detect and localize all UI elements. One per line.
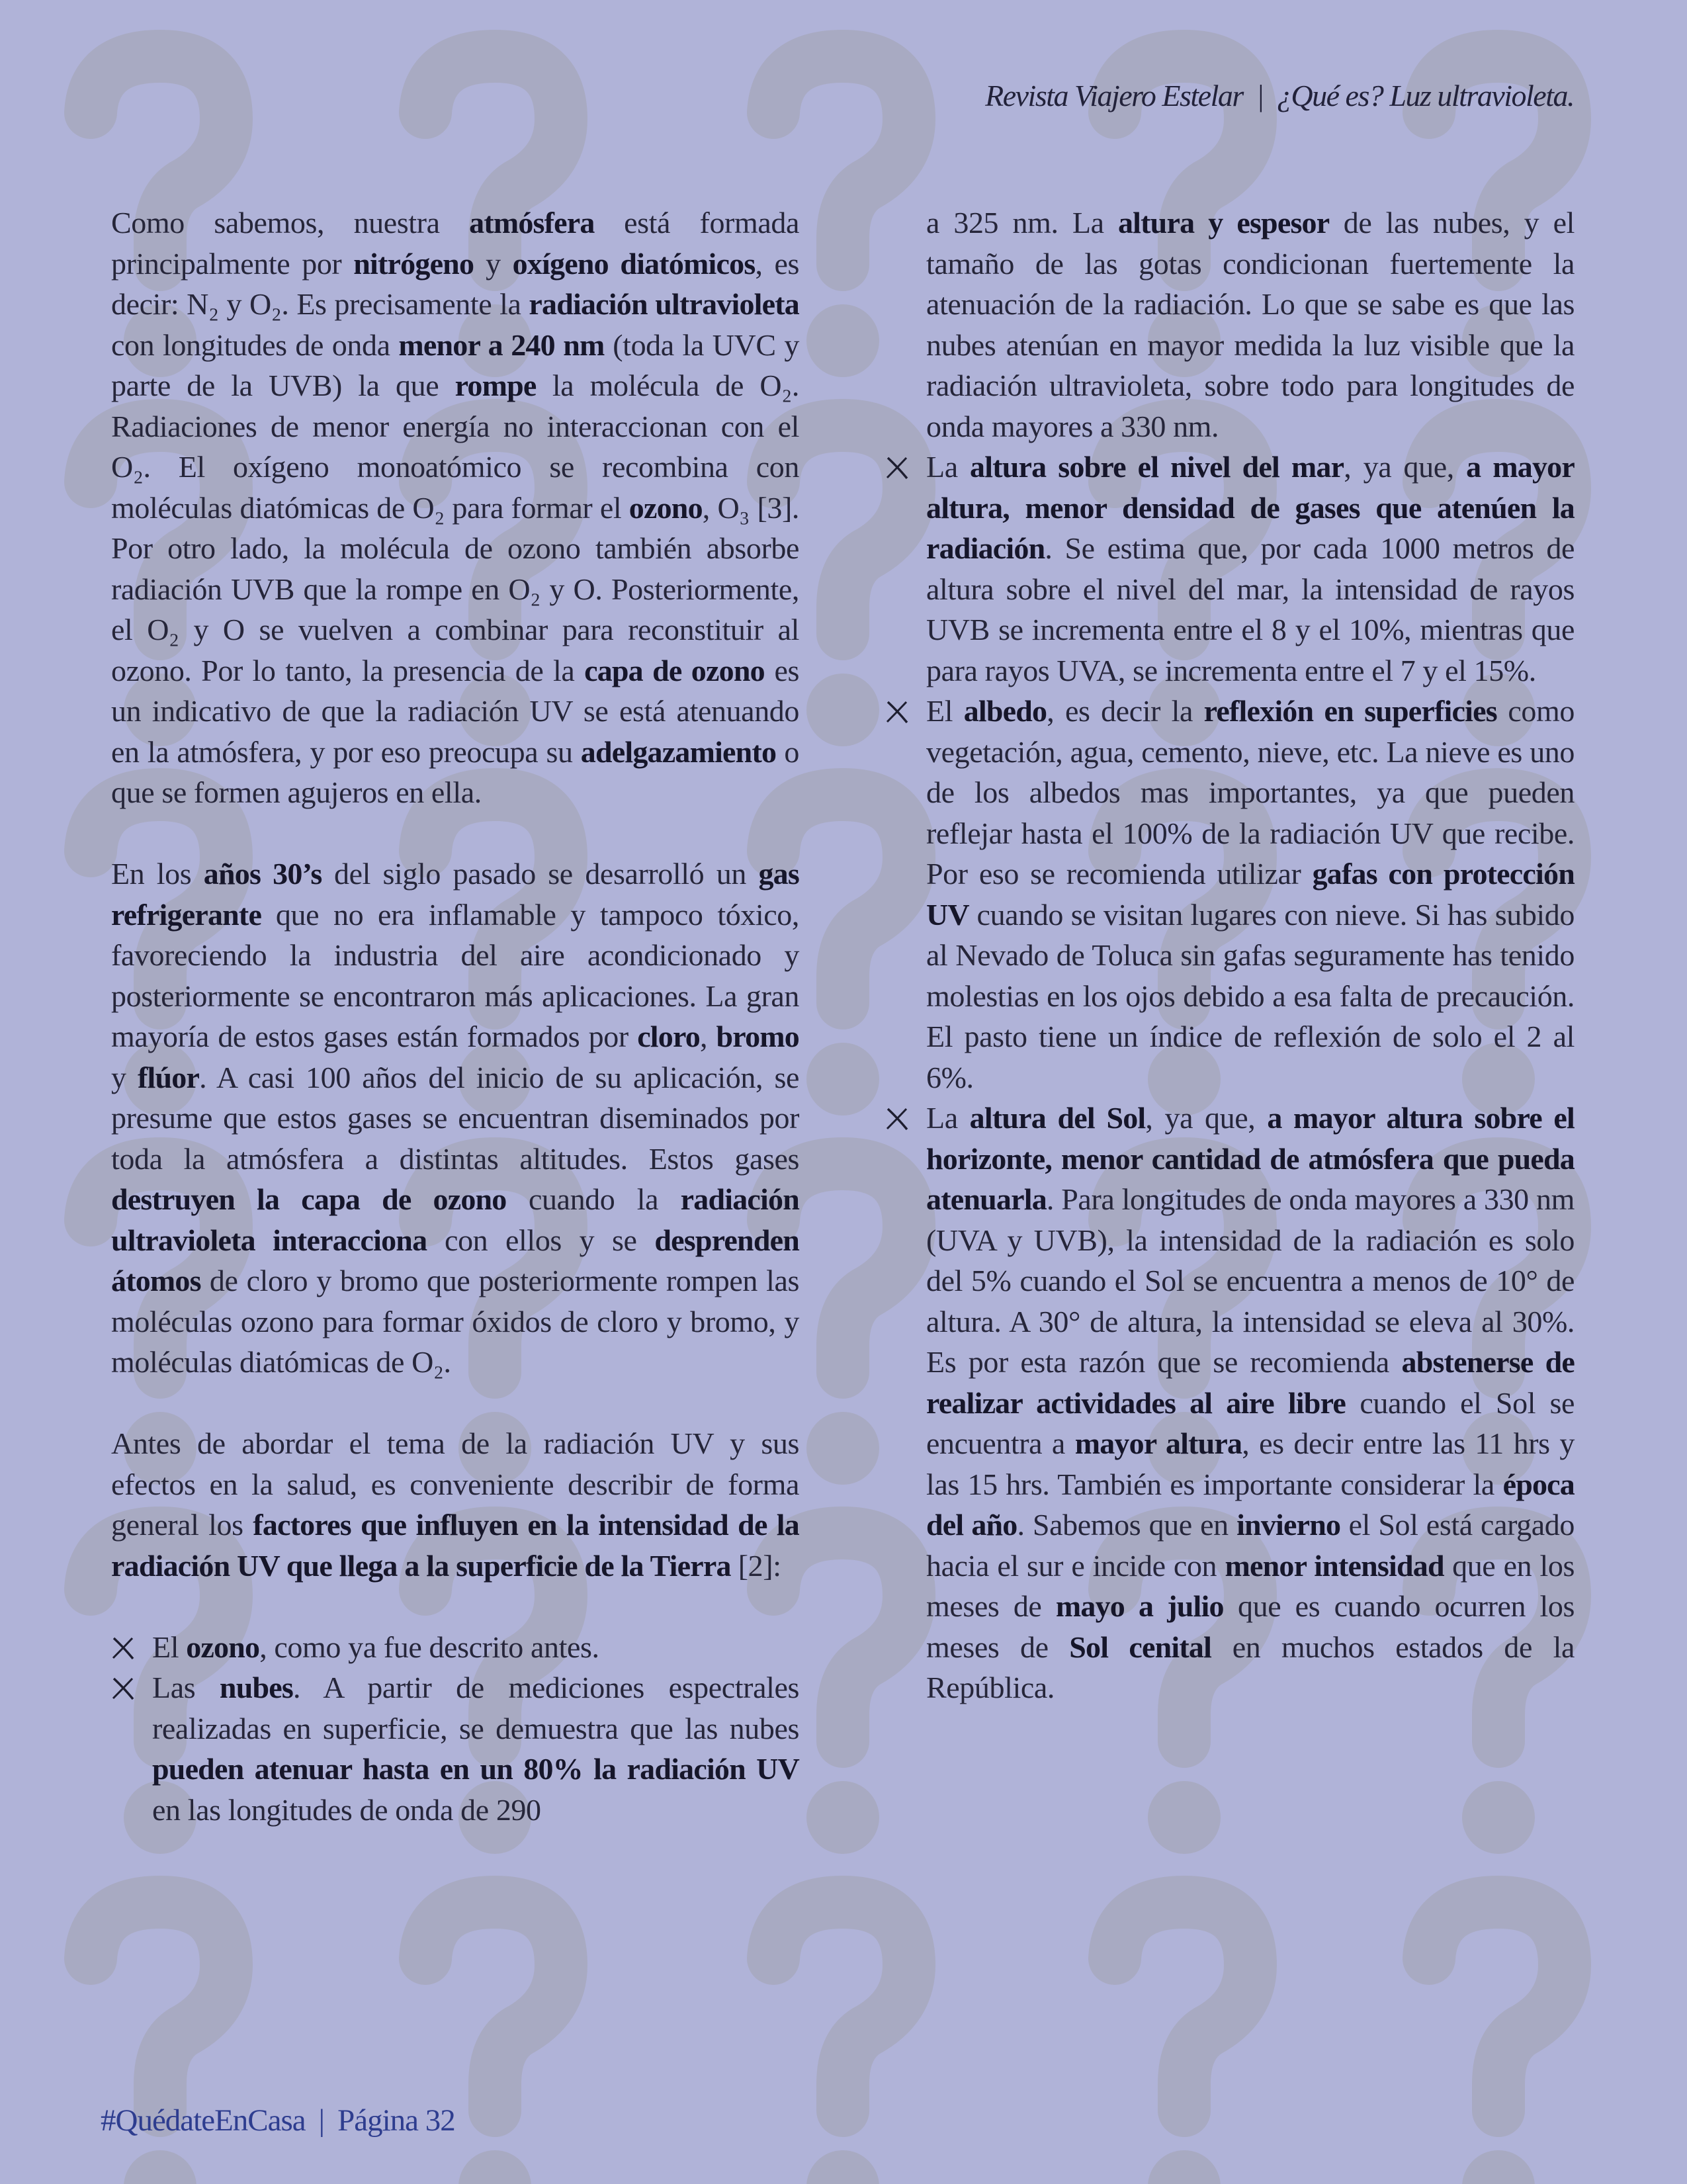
bold-text: menor a 240 nm (398, 328, 605, 362)
bold-text: ozono (186, 1630, 260, 1664)
x-mark-icon (111, 1636, 135, 1660)
page-number: Página 32 (337, 2103, 455, 2138)
bold-text: Sol cenital (1069, 1630, 1212, 1664)
bold-text: altura sobre el nivel del mar (970, 450, 1344, 484)
bold-text: pueden atenuar hasta en un 80% la radiación UV (152, 1752, 799, 1786)
bold-text: radiación ultravioleta interacciona (111, 1182, 799, 1257)
text-run: en las longitudes de onda de 290 (152, 1792, 541, 1827)
bold-text: rompe (454, 369, 537, 402)
bullet-item (885, 691, 1575, 1098)
bold-text: mayo a julio (1055, 1589, 1224, 1623)
article-title: ¿Qué es? Luz ultravioleta. (1276, 79, 1574, 112)
paragraph (111, 853, 799, 1383)
text-run: El (926, 694, 964, 728)
text-run: de las nubes, y el tamaño de las gotas condicionan fuertemente la atenuación de la radiación. Lo que se sabe es que las nubes atenúan en mayor medida la luz visible que la radiación ultravioleta, sobre todo para longitudes de onda mayores a 330 nm. (926, 206, 1575, 443)
text-run: . A casi 100 años del inicio de su aplicación, se presume que estos gases se encuentran diseminados por toda la atmósfera a distintas altitudes. Estos gases (111, 1060, 799, 1176)
text-run: [2]: (730, 1548, 781, 1583)
text-run: y (474, 246, 513, 281)
text-run: Como sabemos, nuestra (111, 206, 470, 240)
text-run: La (926, 1101, 970, 1135)
bold-text: capa de ozono (584, 653, 765, 687)
bold-text: oxígeno diatómicos (512, 246, 756, 281)
bullet-text (152, 1671, 799, 1827)
bullet-item (885, 447, 1575, 691)
running-header (985, 78, 1574, 113)
x-mark-icon (885, 700, 909, 724)
bold-text: años 30’s (203, 857, 322, 891)
paragraph (111, 1423, 799, 1586)
text-run: es un indicativo de que la radiación UV se está atenuando en la atmósfera, y por eso preocupa su (111, 653, 799, 769)
text-run: , ya que, (1344, 450, 1467, 484)
text-run: , (699, 1020, 716, 1053)
hashtag: #QuédateEnCasa (101, 2103, 306, 2138)
text-run: . Sabemos que en (1017, 1508, 1237, 1542)
bold-text: invierno (1236, 1508, 1341, 1542)
bullet-continuation (926, 202, 1575, 447)
text-run: que en los meses de (926, 1548, 1575, 1623)
left-column (111, 202, 799, 1830)
bold-text: abstenerse de realizar actividades al aire libre (926, 1345, 1575, 1420)
text-run: (toda la UVC y parte de la UVB) la que (111, 328, 799, 402)
text-run: , es decir entre las 11 hrs y las 15 hrs. También es importante considerar la (926, 1426, 1575, 1501)
text-run: el Sol está cargado hacia el sur e incide con (926, 1508, 1575, 1583)
bold-text: mayor altura (1074, 1426, 1242, 1460)
bold-text: nitrógeno (353, 246, 474, 281)
page-footer (101, 2103, 455, 2138)
bold-text: a mayor altura, menor densidad de gases que atenúen la radiación (926, 450, 1575, 565)
bullet-item (111, 1667, 799, 1830)
question-mark-icon (1085, 1872, 1283, 2184)
text-run: La (926, 450, 971, 484)
bold-text: radiación ultravioleta (529, 287, 799, 321)
text-run: y (111, 1060, 138, 1094)
text-run: la molécula de O₂. Radiaciones de menor energía no interaccionan con el O₂. El oxígeno monoatómico se recombina con moléculas diatómicas de O₂ para formar el (111, 369, 799, 525)
text-run: que no era inflamable y tampoco tóxico, favoreciendo la industria del aire acondicionado y posteriormente se encontraron más aplicaciones. La gran mayoría de estos gases están formados por (111, 897, 799, 1053)
bullet-text (926, 694, 1575, 1094)
text-run: de cloro y bromo que posteriormente rompen las moléculas ozono para formar óxidos de cloro y bromo, y moléculas diatómicas de O₂. (111, 1264, 799, 1379)
bold-text: gas refrigerante (111, 857, 799, 932)
bold-text: atmósfera (469, 206, 595, 240)
text-run: , ya que, (1145, 1101, 1268, 1135)
text-run: Las (152, 1671, 220, 1704)
text-run: cuando el Sol se encuentra a (926, 1385, 1575, 1460)
bold-text: menor intensidad (1225, 1548, 1444, 1583)
text-run: El (152, 1630, 187, 1664)
text-run: cuando se visitan lugares con nieve. Si has subido al Nevado de Toluca sin gafas seguramente has tenido molestias en los ojos debido a esa falta de precaución. El pasto tiene un índice de reflexión de solo el 2 al 6%. (926, 897, 1575, 1094)
text-run: . A partir de mediciones espectrales realizadas en superficie, se demuestra que las nubes (152, 1671, 799, 1745)
bullet-item (111, 1627, 799, 1668)
x-mark-icon (885, 456, 909, 480)
bold-text: factores que influyen en la intensidad de la radiación UV que llega a la superficie de la Tierra (111, 1508, 799, 1583)
text-run: o que se formen agujeros en ella. (111, 734, 799, 809)
text-run: , como ya fue descrito antes. (259, 1630, 599, 1664)
bold-text: bromo (716, 1020, 799, 1053)
bold-text: reflexión en superficies (1203, 694, 1497, 728)
text-run: Antes de abordar el tema de la radiación UV y sus efectos en la salud, es conveniente describir de forma general los (111, 1426, 799, 1542)
bold-text: época del año (926, 1467, 1575, 1542)
bold-text: desprenden átomos (111, 1223, 799, 1297)
bullet-text (926, 450, 1575, 687)
paragraph (111, 202, 799, 813)
bullet-item (885, 1098, 1575, 1708)
text-run: . Para longitudes de onda mayores a 330 nm (UVA y UVB), la intensidad de la radiación es solo del 5% cuando el Sol se encuentra a menos de 10° de altura. A 30° de altura, la intensidad se eleva al 30%. Es por esta razón que se recomienda (926, 1182, 1575, 1379)
x-mark-icon (885, 1107, 909, 1131)
text-run: a 325 nm. La (926, 206, 1118, 240)
text-run: está formada principalmente por (111, 206, 799, 281)
magazine-name: Revista Viajero Estelar (985, 79, 1243, 112)
bold-text: a mayor altura sobre el horizonte, menor cantidad de atmósfera que pueda atenuarla (926, 1101, 1575, 1216)
bullet-text (926, 1101, 1575, 1704)
text-run: con ellos y se (427, 1223, 655, 1257)
text-run: cuando la (506, 1182, 681, 1216)
bold-text: nubes (219, 1671, 293, 1704)
text-run: . Se estima que, por cada 1000 metros de altura sobre el nivel del mar, la intensidad de rayos UVB se incrementa entre el 8 y el 10%, mientras que para rayos UVA, se incrementa entre el 7 y el 15%. (926, 531, 1575, 687)
bold-text: flúor (138, 1060, 200, 1094)
text-run: que es cuando ocurren los meses de (926, 1589, 1575, 1664)
footer-separator: | (318, 2103, 325, 2138)
header-separator: | (1256, 79, 1264, 112)
question-mark-icon (1399, 1872, 1598, 2184)
text-run: , O₃ [3]. Por otro lado, la molécula de ozono también absorbe radiación UVB que la rompe en O₂ y O. Posteriormente, el O₂ y O se vuelven a combinar para reconstituir al ozono. Por lo tanto, la presencia de la (111, 490, 799, 687)
bold-text: altura del Sol (969, 1101, 1146, 1135)
text-run: , es decir la (1047, 694, 1204, 728)
text-run: en muchos estados de la República. (926, 1630, 1575, 1704)
text-run: del siglo pasado se desarrolló un (322, 857, 759, 891)
bold-text: destruyen la capa de ozono (111, 1182, 507, 1216)
text-run: , es decir: N₂ y O₂. Es precisamente la (111, 246, 799, 321)
bold-text: gafas con protección UV (926, 857, 1575, 932)
text-run: como vegetación, agua, cemento, nieve, etc. La nieve es uno de los albedos mas importantes, ya que pueden reflejar hasta el 100% de la radiación UV que recibe. Por eso se recomienda utilizar (926, 694, 1575, 891)
bold-text: adelgazamiento (580, 734, 777, 769)
question-mark-icon (744, 1872, 942, 2184)
bold-text: altura y espesor (1117, 206, 1330, 240)
text-run: En los (111, 857, 204, 891)
bold-text: albedo (963, 694, 1047, 728)
bold-text: cloro (637, 1020, 700, 1053)
bold-text: ozono (628, 490, 703, 525)
right-column (926, 202, 1575, 1708)
x-mark-icon (111, 1677, 135, 1700)
bullet-text (152, 1630, 599, 1664)
text-run: con longitudes de onda (111, 328, 399, 362)
